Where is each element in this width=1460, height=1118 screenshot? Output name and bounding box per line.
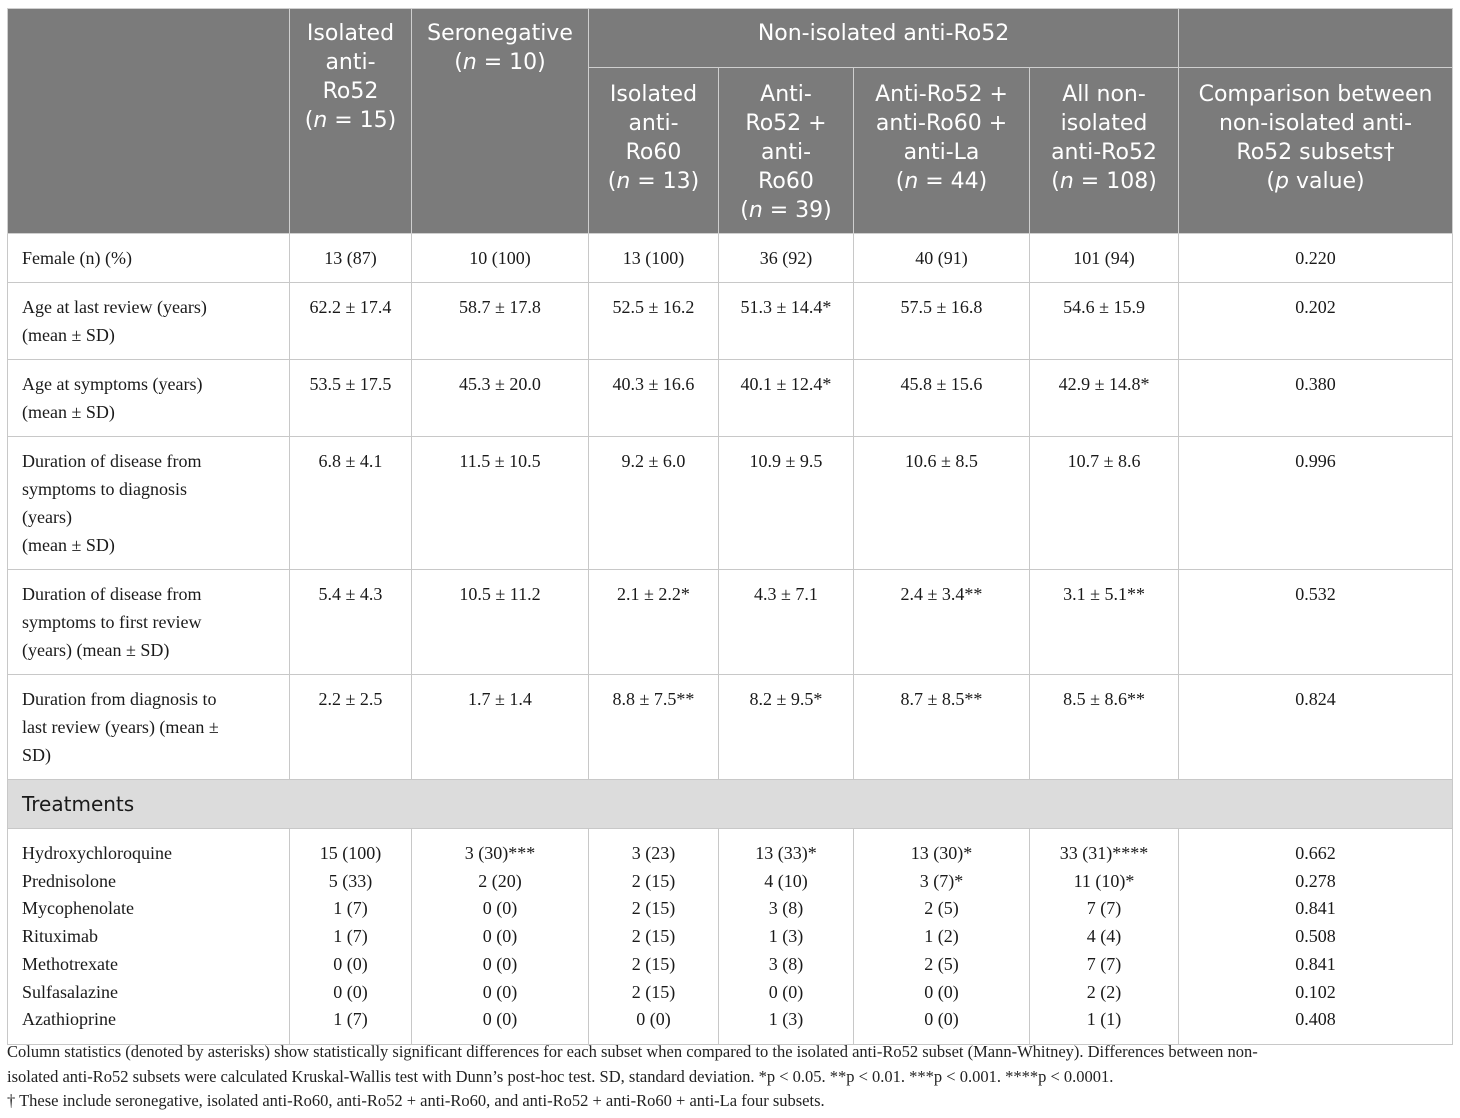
label-line: symptoms to first review (22, 612, 202, 632)
treatment-label: Methotrexate (22, 953, 118, 974)
table-cell: 45.3 ± 20.0 (412, 360, 589, 437)
table-cell: 10.7 ± 8.6 (1030, 437, 1179, 570)
table-container (7, 8, 1452, 1045)
table-cell: 2.4 ± 3.4** (854, 570, 1030, 675)
header-seronegative (412, 9, 589, 234)
treatment-column (1030, 829, 1179, 1045)
table-cell: 2 (15) (631, 926, 676, 947)
header-line: All non- (1062, 82, 1146, 107)
header-line: (n = 108) (1051, 169, 1157, 194)
header-line: Ro52 subsets† (1236, 140, 1395, 165)
data-table (7, 8, 1453, 1045)
header-line: Anti-Ro52 + (875, 82, 1008, 107)
header-line: non-isolated anti- (1218, 111, 1413, 136)
table-cell: 10.6 ± 8.5 (854, 437, 1030, 570)
table-cell: 0 (0) (482, 898, 518, 919)
header-line: (n = 10) (454, 50, 546, 75)
header-line: (p value) (1266, 169, 1365, 194)
table-cell: 0.380 (1179, 360, 1453, 437)
table-row (8, 675, 1453, 780)
table-cell: 0.220 (1179, 234, 1453, 283)
header-line: (n = 39) (740, 198, 832, 223)
header-line: (n = 13) (607, 169, 700, 194)
table-row (8, 570, 1453, 675)
table-cell: 62.2 ± 17.4 (290, 283, 412, 360)
table-cell: 0 (0) (333, 981, 368, 1002)
table-cell: 3.1 ± 5.1** (1030, 570, 1179, 675)
header-line: (n = 15) (304, 108, 397, 133)
table-cell: 3 (7)* (919, 870, 964, 891)
table-cell: 0.102 (1295, 981, 1336, 1002)
table-cell: 0.662 (1295, 843, 1336, 863)
table-row (8, 234, 1453, 283)
table-cell: 2.2 ± 2.5 (290, 675, 412, 780)
treatment-column (412, 829, 589, 1045)
header-line: anti-La (903, 140, 980, 165)
treatment-column (589, 829, 719, 1045)
table-cell: 1 (2) (924, 926, 959, 947)
row-label (8, 675, 290, 780)
table-cell: 2.1 ± 2.2* (589, 570, 719, 675)
table-cell: 52.5 ± 16.2 (589, 283, 719, 360)
section-row-treatments (8, 780, 1453, 829)
table-cell: 7 (7) (1086, 953, 1122, 974)
footnote-line: Column statistics (denoted by asterisks) show statistically significant differences for each subset when compared to the isolated anti-Ro52 subset (Mann-Whitney). Differences between non- (7, 1042, 1258, 1061)
treatment-label: Rituximab (22, 926, 98, 947)
table-cell: 1 (3) (768, 926, 804, 947)
table-cell: 5.4 ± 4.3 (290, 570, 412, 675)
header-line: Isolated (306, 21, 395, 46)
table-cell: 1 (7) (333, 1009, 368, 1030)
header-line: Ro52 + (745, 111, 827, 136)
table-cell: 36 (92) (719, 234, 854, 283)
table-cell: 0 (0) (924, 1009, 959, 1030)
table-cell: 3 (8) (768, 898, 804, 919)
table-cell: 2 (15) (631, 898, 676, 919)
table-cell: 10.5 ± 11.2 (412, 570, 589, 675)
table-cell: 1 (7) (333, 926, 368, 947)
table-cell: 8.7 ± 8.5** (854, 675, 1030, 780)
table-cell: 40 (91) (854, 234, 1030, 283)
table-cell: 0.508 (1295, 926, 1336, 947)
treatment-label: Azathioprine (22, 1009, 116, 1030)
label-line: Female (n) (%) (22, 248, 132, 268)
table-cell: 0 (0) (482, 953, 518, 974)
table-cell: 0 (0) (482, 926, 518, 947)
table-cell: 11 (10)* (1073, 870, 1135, 891)
header-isolated-anti-ro60 (589, 68, 719, 234)
header-line: anti-Ro52 (1051, 140, 1157, 165)
label-line: (years) (mean ± SD) (22, 640, 170, 660)
row-label (8, 234, 290, 283)
table-row (8, 360, 1453, 437)
table-cell: 0 (0) (482, 981, 518, 1002)
table-cell: 3 (23) (631, 843, 676, 863)
table-cell: 57.5 ± 16.8 (854, 283, 1030, 360)
table-cell: 33 (31)**** (1059, 843, 1149, 863)
table-cell: 13 (30)* (910, 843, 973, 863)
table-row (8, 437, 1453, 570)
table-cell: 2 (15) (631, 870, 676, 891)
header-line: anti- (325, 50, 376, 75)
table-cell: 42.9 ± 14.8* (1030, 360, 1179, 437)
treatment-column (719, 829, 854, 1045)
table-row (8, 283, 1453, 360)
header-isolated-anti-ro52 (290, 9, 412, 234)
table-cell: 10 (100) (412, 234, 589, 283)
header-line: (n = 44) (895, 169, 988, 194)
table-cell: 0 (0) (333, 953, 368, 974)
label-line: symptoms to diagnosis (22, 479, 188, 499)
treatment-label: Prednisolone (22, 870, 116, 891)
header-line: Ro60 (758, 169, 814, 194)
label-line: last review (years) (mean ± (22, 717, 219, 737)
header-line: isolated (1060, 111, 1148, 136)
table-cell: 2 (15) (631, 981, 676, 1002)
table-cell: 1 (1) (1086, 1009, 1122, 1030)
table-cell: 9.2 ± 6.0 (589, 437, 719, 570)
table-cell: 0.532 (1179, 570, 1453, 675)
table-cell: 0.278 (1295, 870, 1336, 891)
table-cell: 2 (5) (924, 898, 959, 919)
table-cell: 8.8 ± 7.5** (589, 675, 719, 780)
label-line: (mean ± SD) (22, 402, 115, 422)
header-label-column (8, 9, 290, 234)
treatment-column (854, 829, 1030, 1045)
table-cell: 10.9 ± 9.5 (719, 437, 854, 570)
header-line: Ro60 (625, 140, 682, 165)
table-cell: 54.6 ± 15.9 (1030, 283, 1179, 360)
table-cell: 4.3 ± 7.1 (719, 570, 854, 675)
label-line: (mean ± SD) (22, 325, 115, 345)
table-cell: 2 (20) (478, 870, 522, 891)
table-cell: 101 (94) (1030, 234, 1179, 283)
header-line: anti- (628, 111, 679, 136)
row-label (8, 283, 290, 360)
table-cell: 6.8 ± 4.1 (290, 437, 412, 570)
treatment-column (290, 829, 412, 1045)
label-line: (mean ± SD) (22, 535, 115, 555)
header-anti-ro52-anti-ro60 (719, 68, 854, 234)
table-cell: 4 (4) (1086, 926, 1122, 947)
header-line: Comparison between (1198, 82, 1433, 107)
table-cell: 0.408 (1295, 1009, 1336, 1030)
table-cell: 11.5 ± 10.5 (412, 437, 589, 570)
table-cell: 3 (8) (768, 953, 804, 974)
table-cell: 0.841 (1295, 953, 1336, 974)
label-line: SD) (22, 745, 52, 765)
table-cell: 51.3 ± 14.4* (719, 283, 854, 360)
label-line: (years) (22, 507, 72, 527)
table-cell: 53.5 ± 17.5 (290, 360, 412, 437)
table-cell: 7 (7) (1086, 898, 1122, 919)
header-group-non-isolated: Non-isolated anti-Ro52 (589, 9, 1179, 68)
header-line: Anti- (760, 82, 812, 107)
treatment-label: Mycophenolate (22, 898, 134, 919)
table-cell: 0 (0) (924, 981, 959, 1002)
label-line: Age at last review (years) (22, 297, 207, 317)
table-cell: 15 (100) (319, 843, 382, 863)
table-footnotes (7, 1040, 1452, 1114)
table-cell: 5 (33) (328, 870, 373, 891)
footnote-line: isolated anti-Ro52 subsets were calculated Kruskal-Wallis test with Dunn’s post-hoc test. SD, standard deviation. *p < 0.05. **p < 0.01. ***p < 0.001. ****p < 0.0001. (7, 1066, 1114, 1086)
table-cell: 13 (100) (589, 234, 719, 283)
table-cell: 13 (33)* (755, 843, 817, 863)
table-cell: 0.824 (1179, 675, 1453, 780)
treatment-label: Hydroxychloroquine (22, 843, 172, 863)
table-cell: 1 (7) (333, 898, 368, 919)
table-cell: 4 (10) (764, 870, 808, 891)
table-cell: 0.841 (1295, 898, 1336, 919)
table-cell: 1 (3) (768, 1009, 804, 1030)
table-cell: 40.1 ± 12.4* (719, 360, 854, 437)
footnote-dagger: † These include seronegative, isolated anti-Ro60, anti-Ro52 + anti-Ro60, and anti-Ro52 + anti-Ro60 + anti-La four subsets. (7, 1091, 825, 1110)
table-cell: 0 (0) (636, 1009, 671, 1030)
table-cell: 2 (15) (631, 953, 676, 974)
table-cell: 2 (2) (1086, 981, 1122, 1002)
table-cell: 0 (0) (768, 981, 804, 1002)
header-line: anti-Ro60 + (875, 111, 1008, 136)
table-cell: 58.7 ± 17.8 (412, 283, 589, 360)
header-all-non-isolated (1030, 68, 1179, 234)
label-line: Duration of disease from (22, 451, 202, 471)
label-line: Age at symptoms (years) (22, 374, 203, 394)
row-label (8, 360, 290, 437)
row-label (8, 437, 290, 570)
header-line: anti- (760, 140, 812, 165)
table-cell: 40.3 ± 16.6 (589, 360, 719, 437)
header-line: Ro52 (322, 79, 379, 104)
section-title: Treatments (8, 780, 1453, 829)
treatment-labels (8, 829, 290, 1045)
header-line: Isolated (609, 82, 698, 107)
table-cell: 8.5 ± 8.6** (1030, 675, 1179, 780)
row-label (8, 570, 290, 675)
table-cell: 13 (87) (290, 234, 412, 283)
table-cell: 0.202 (1179, 283, 1453, 360)
table-cell: 0.996 (1179, 437, 1453, 570)
treatments-block (8, 829, 1453, 1045)
header-comparison-top (1179, 9, 1453, 68)
label-line: Duration of disease from (22, 584, 202, 604)
header-comparison (1179, 68, 1453, 234)
table-cell: 1.7 ± 1.4 (412, 675, 589, 780)
table-cell: 45.8 ± 15.6 (854, 360, 1030, 437)
label-line: Duration from diagnosis to (22, 689, 217, 709)
treatment-column (1179, 829, 1453, 1045)
table-cell: 3 (30)*** (464, 843, 536, 863)
header-anti-ro52-ro60-la (854, 68, 1030, 234)
table-cell: 2 (5) (924, 953, 959, 974)
table-cell: 0 (0) (482, 1009, 518, 1030)
table-cell: 8.2 ± 9.5* (719, 675, 854, 780)
treatment-label: Sulfasalazine (22, 981, 118, 1002)
header-line: Seronegative (427, 21, 573, 46)
